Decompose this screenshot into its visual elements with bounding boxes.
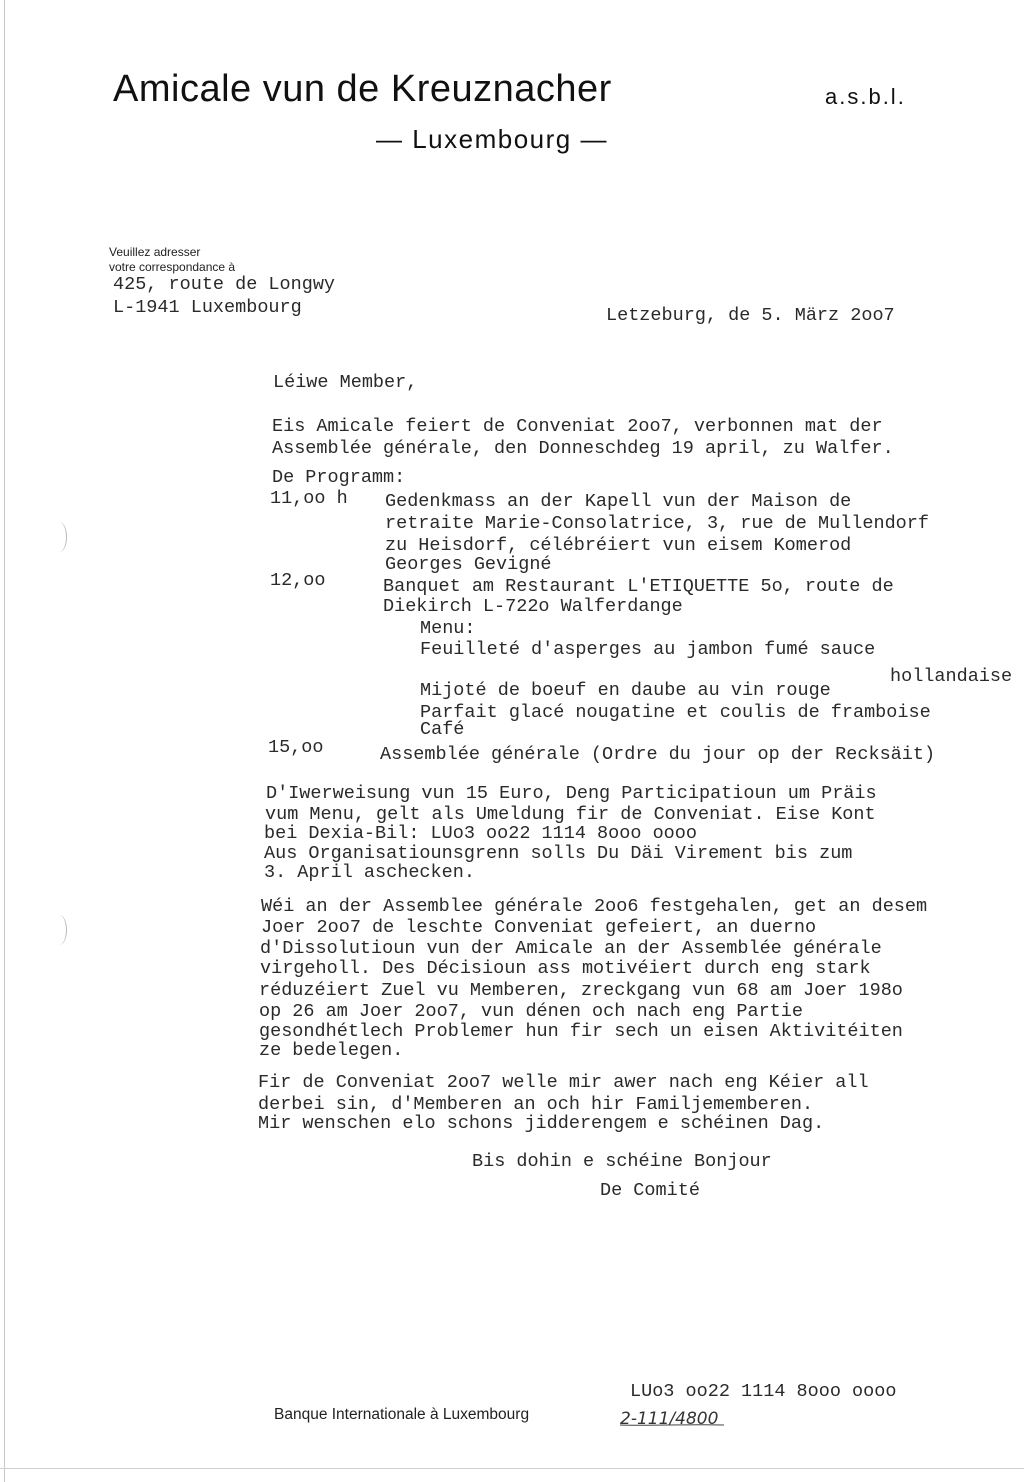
program-item-line: Diekirch L-722o Walferdange [383, 596, 683, 617]
footer-bank-name: Banque Internationale à Luxembourg [274, 1406, 530, 1423]
menu-heading: Menu: [420, 618, 476, 639]
payment-line: bei Dexia-Bil: LUo3 oo22 1114 8ooo oooo [264, 823, 697, 844]
footer-account-number: LUo3 oo22 1114 8ooo oooo [630, 1381, 897, 1402]
dissolution-line: d'Dissolutioun vun der Amicale an der Assemblée générale [260, 938, 882, 959]
payment-line: D'Iwerweisung vun 15 Euro, Deng Participatioun um Präis [266, 783, 877, 804]
address-note-2: votre correspondance à [109, 260, 236, 274]
program-item-line: zu Heisdorf, célébréiert vun eisem Komerod [385, 535, 852, 556]
payment-line: Aus Organisatiounsgrenn solls Du Däi Virement bis zum [264, 843, 853, 864]
program-heading: De Programm: [272, 467, 406, 488]
menu-course: Parfait glacé nougatine et coulis de framboise [420, 702, 931, 723]
date-line: Letzeburg, de 5. März 2oo7 [606, 305, 895, 326]
program-item-line: Banquet am Restaurant L'ETIQUETTE 5o, route de [383, 576, 894, 597]
intro-line: Assemblée générale, den Donneschdeg 19 april, zu Walfer. [272, 438, 894, 459]
closing-line: derbei sin, d'Memberen an och hir Familjememberen. [258, 1094, 814, 1115]
salutation: Léiwe Member, [273, 372, 418, 393]
organization-suffix: a.s.b.l. [825, 84, 906, 109]
program-item-line: Georges Gevigné [385, 554, 552, 575]
dissolution-line: Wéi an der Assemblee générale 2oo6 festgehalen, get an desem [261, 896, 928, 917]
closing-line: Fir de Conveniat 2oo7 welle mir awer nach eng Kéier all [258, 1072, 869, 1093]
menu-course: Mijoté de boeuf en daube au vin rouge [420, 680, 831, 701]
handwritten-account-number [618, 1404, 728, 1430]
dissolution-line: réduzéiert Zuel vu Memberen, zreckgang vun 68 am Joer 198o [259, 980, 903, 1001]
greeting: Bis dohin e schéine Bonjour [472, 1151, 772, 1172]
menu-course-continued: hollandaise [890, 666, 1013, 687]
menu-course: Café [420, 719, 465, 740]
dissolution-line: virgeholl. Des Décisioun ass motivéiert durch eng stark [260, 958, 871, 979]
menu-course: Feuilleté d'asperges au jambon fumé sauce [420, 639, 876, 660]
address-line-2: L-1941 Luxembourg [113, 297, 302, 318]
program-time: 15,oo [268, 737, 324, 758]
address-line-1: 425, route de Longwy [113, 274, 336, 295]
payment-line: 3. April aschecken. [264, 862, 475, 883]
dissolution-line: op 26 am Joer 2oo7, vun dénen och nach eng Partie [259, 1001, 803, 1022]
dissolution-line: ze bedelegen. [259, 1040, 404, 1061]
dissolution-line: Joer 2oo7 de leschte Conveniat gefeiert, an duerno [261, 917, 817, 938]
program-item-line: Gedenkmass an der Kapell vun der Maison de [385, 491, 852, 512]
program-item-line: retraite Marie-Consolatrice, 3, rue de Mullendorf [385, 513, 929, 534]
intro-line: Eis Amicale feiert de Conveniat 2oo7, verbonnen mat der [272, 416, 883, 437]
closing-line: Mir wenschen elo schons jidderengem e schéinen Dag. [258, 1113, 825, 1134]
program-time: 11,oo h [270, 488, 348, 509]
organization-name: Amicale vun de Kreuznacher [113, 68, 612, 110]
program-time: 12,oo [270, 570, 326, 591]
punch-hole-mark [52, 915, 67, 945]
punch-hole-mark [52, 522, 67, 552]
address-note-1: Veuillez adresser [109, 245, 201, 259]
organization-city: — Luxembourg — [376, 124, 608, 154]
signature: De Comité [600, 1180, 700, 1201]
dissolution-line: gesondhétlech Problemer hun fir sech un eisen Aktivitéiten [259, 1021, 903, 1042]
scan-bottom-edge [0, 1468, 1024, 1469]
handwritten-account-number-text: 2-111/4800 [620, 1409, 719, 1429]
scan-left-edge [4, 0, 5, 1482]
program-item-line: Assemblée générale (Ordre du jour op der Recksäit) [380, 744, 936, 765]
payment-line: vum Menu, gelt als Umeldung fir de Conveniat. Eise Kont [265, 804, 876, 825]
